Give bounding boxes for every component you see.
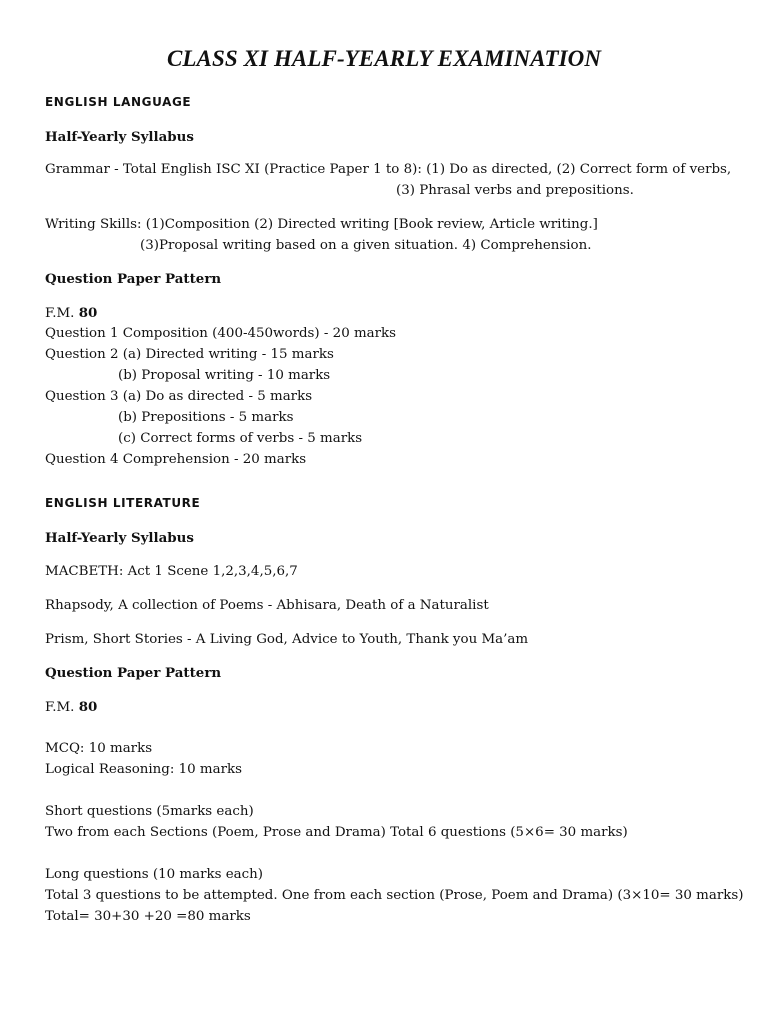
question-4: Question 4 Comprehension - 20 marks: [45, 452, 307, 467]
logical-reasoning-line: Logical Reasoning: 10 marks: [45, 762, 242, 777]
rhapsody-line: Rhapsody, A collection of Poems - Abhisara, Death of a Naturalist: [45, 598, 489, 613]
mcq-line: MCQ: 10 marks: [45, 741, 153, 756]
question-2b: (b) Proposal writing - 10 marks: [118, 368, 331, 383]
prism-line: Prism, Short Stories - A Living God, Advice to Youth, Thank you Ma’am: [45, 632, 529, 647]
full-marks-value: 80: [78, 699, 98, 715]
syllabus-heading: Half-Yearly Syllabus: [45, 530, 194, 546]
section-heading-english-literature: ENGLISH LITERATURE: [45, 496, 201, 510]
full-marks-label: F.M.: [45, 700, 79, 715]
long-questions-detail: Total 3 questions to be attempted. One from each section (Prose, Poem and Drama) (3×10= 30 marks): [45, 888, 744, 903]
writing-skills-line: Writing Skills: (1)Composition (2) Directed writing [Book review, Article writing.]: [45, 217, 598, 232]
long-questions-line: Long questions (10 marks each): [45, 867, 263, 882]
question-3b: (b) Prepositions - 5 marks: [118, 410, 294, 425]
macbeth-line: MACBETH: Act 1 Scene 1,2,3,4,5,6,7: [45, 564, 298, 579]
total-marks-line: Total= 30+30 +20 =80 marks: [45, 909, 251, 924]
question-3a: Question 3 (a) Do as directed - 5 marks: [45, 389, 313, 404]
question-paper-pattern-heading: Question Paper Pattern: [45, 665, 222, 681]
full-marks-value: 80: [78, 305, 98, 321]
grammar-line-continued: (3) Phrasal verbs and prepositions.: [396, 183, 634, 198]
short-questions-line: Short questions (5marks each): [45, 804, 254, 819]
full-marks: [45, 698, 97, 717]
question-paper-pattern-heading: Question Paper Pattern: [45, 271, 222, 287]
question-2a: Question 2 (a) Directed writing - 15 marks: [45, 347, 334, 362]
page-title: CLASS XI HALF-YEARLY EXAMINATION: [166, 46, 602, 71]
full-marks-label: F.M.: [45, 306, 79, 321]
question-1: Question 1 Composition (400-450words) - 20 marks: [45, 326, 397, 341]
syllabus-heading: Half-Yearly Syllabus: [45, 129, 194, 145]
writing-skills-line-continued: (3)Proposal writing based on a given situation. 4) Comprehension.: [140, 238, 592, 253]
section-heading-english-language: ENGLISH LANGUAGE: [45, 95, 192, 109]
grammar-line: Grammar - Total English ISC XI (Practice Paper 1 to 8): (1) Do as directed, (2) Correct form of verbs,: [45, 162, 732, 177]
short-questions-detail: Two from each Sections (Poem, Prose and Drama) Total 6 questions (5×6= 30 marks): [45, 825, 628, 840]
question-3c: (c) Correct forms of verbs - 5 marks: [118, 431, 363, 446]
full-marks: [45, 304, 97, 323]
